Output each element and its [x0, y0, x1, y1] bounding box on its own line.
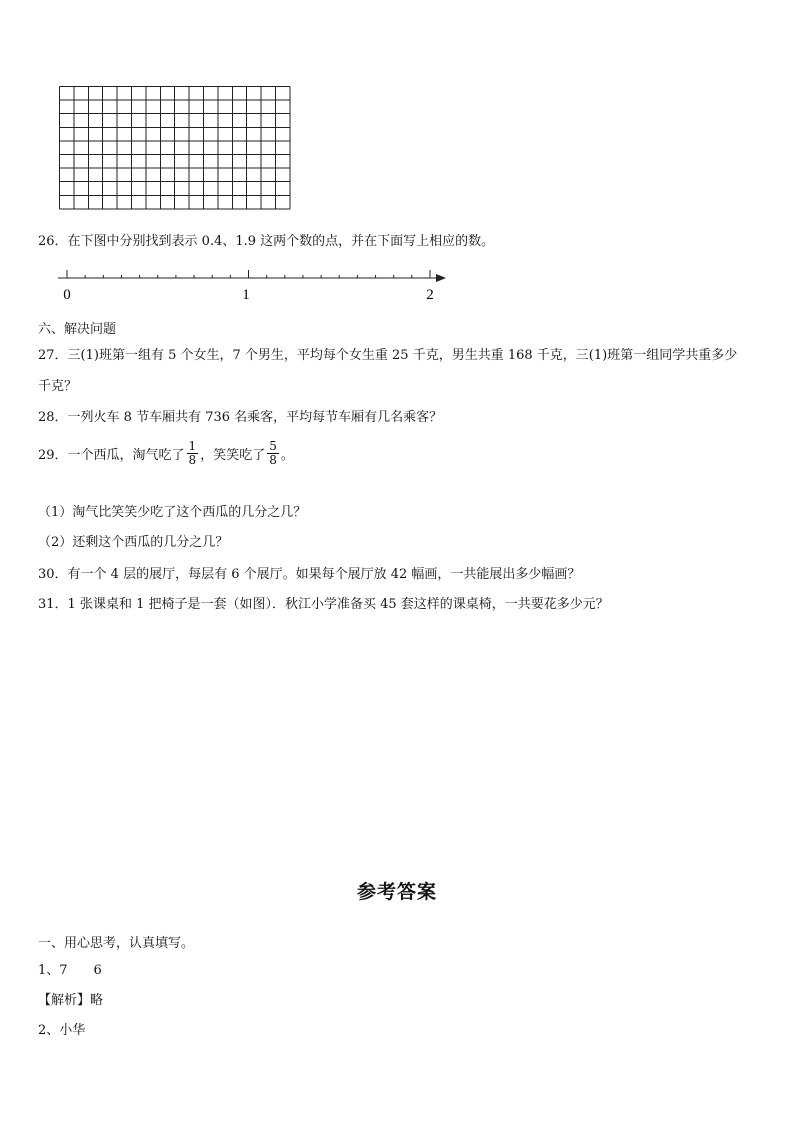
question-27-line2: 千克？ — [38, 379, 78, 394]
question-31: 31．1 张课桌和 1 把椅子是一套（如图）．秋江小学准备买 45 套这样的课桌椅，一共要花多少元？ — [38, 597, 609, 612]
number-line-label-0: 0 — [63, 287, 71, 303]
answers-section-1: 一、用心思考，认真填写。 — [38, 936, 195, 951]
answer-1: 1、7 6 — [38, 963, 102, 978]
question-26: 26．在下图中分别找到表示 0.4、1.9 这两个数的点，并在下面写上相应的数。 — [38, 234, 495, 249]
fraction-denominator: 8 — [269, 453, 277, 467]
arrow-right-icon — [436, 274, 446, 282]
fraction-numerator: 5 — [269, 439, 277, 453]
fraction-five-eighths — [267, 440, 279, 467]
question-30: 30．有一个 4 层的展厅，每层有 6 个展厅。如果每个展厅放 42 幅画，一共能展出多少幅画？ — [38, 567, 581, 582]
number-line-label-1: 1 — [242, 287, 250, 303]
question-29 — [38, 440, 294, 467]
answers-title: 参考答案 — [356, 881, 437, 903]
fraction-one-eighth — [187, 440, 199, 467]
number-line-label-2: 2 — [426, 287, 434, 303]
question-27-line1: 27．三(1)班第一组有 5 个女生，7 个男生，平均每个女生重 25 千克，男生共重 168 千克，三(1)班第一组同学共重多少 — [38, 348, 738, 363]
square-grid — [59, 86, 291, 210]
question-28: 28．一列火车 8 节车厢共有 736 名乘客，平均每节车厢有几名乘客？ — [38, 410, 443, 425]
q29-prefix: 29．一个西瓜，淘气吃了 — [38, 448, 185, 463]
answer-2: 2、小华 — [38, 1023, 86, 1038]
section-6-title: 六、解决问题 — [38, 322, 117, 337]
answer-1-note: 【解析】略 — [38, 993, 104, 1008]
q29-middle: ，笑笑吃了 — [200, 448, 266, 463]
number-line — [50, 262, 450, 304]
question-29-sub1: （1）淘气比笑笑少吃了这个西瓜的几分之几？ — [38, 505, 307, 520]
q29-suffix: 。 — [280, 448, 294, 463]
fraction-denominator: 8 — [188, 453, 197, 467]
question-29-sub2: （2）还剩这个西瓜的几分之几？ — [38, 535, 229, 550]
fraction-numerator: 1 — [188, 439, 197, 453]
